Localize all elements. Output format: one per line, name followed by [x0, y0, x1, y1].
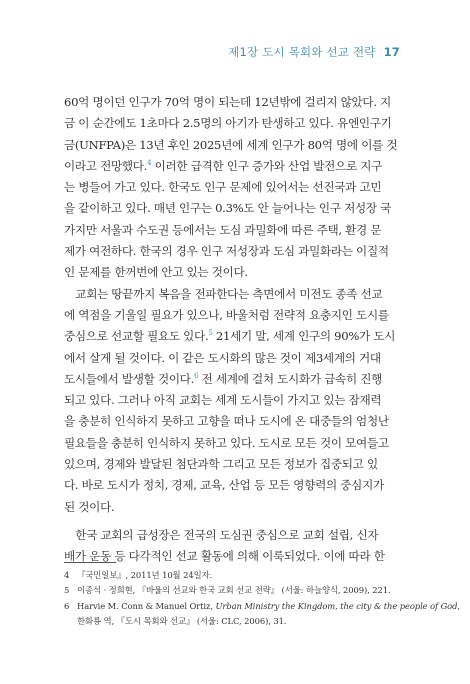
footnote-ref: 6: [194, 372, 199, 380]
footnote-text: Harvie M. Conn & Manuel Ortiz,: [77, 600, 216, 611]
text-line: 을 충분히 인식하지 못하고 고향을 떠나 도시에 온 대중들의 엄청난: [64, 414, 389, 429]
text-line: 에서 살게 될 것이다. 이 같은 도시화의 많은 것이 제3세계의 거대: [64, 350, 381, 365]
text-line: [64, 284, 408, 305]
footnote: [64, 599, 460, 614]
footnote-text: 『국민일보』, 2011년 10월 24일자.: [77, 570, 213, 580]
text-line: 제가 여전하다. 한국의 경우 인구 저성장과 도심 과밀화라는 이질적: [64, 244, 389, 259]
footnote: [64, 583, 414, 598]
body-text: [64, 92, 408, 568]
footnote-divider: [64, 562, 116, 563]
text-line: 다. 바로 도시가 정치, 경제, 교육, 산업 등 모든 영향력의 중심지가: [64, 478, 384, 493]
text-segment: 전 세계에 걸쳐 도시화가 급속히 진행: [198, 371, 383, 386]
footnote-ref: 5: [208, 329, 213, 338]
text-line: [64, 369, 408, 390]
footnote-text: 이종석 · 정희현, 『바울의 선교와 한국 교회 선교 전략』 (서울: 하늘양식, 2009), 221.: [77, 585, 391, 596]
footnote-text: ,: [457, 600, 460, 611]
text-segment: 도시들에서 발생할 것이다.: [64, 371, 195, 386]
page-number: 17: [383, 45, 400, 59]
text-line: 된 것이다.: [64, 499, 115, 514]
text-segment: 중심으로 선교할 필요도 있다.: [64, 329, 209, 344]
text-line: 가지만 서울과 수도권 등에서는 도심 과밀화에 따른 주택, 환경 문: [64, 222, 382, 237]
text-line: [64, 525, 408, 546]
text-line: 60억 명이던 인구가 70억 명이 되는데 12년밖에 걸리지 않았다. 지: [64, 95, 392, 109]
text-line: 금 이 순간에도 1초마다 2.5명의 아기가 탄생하고 있다. 유엔인구기: [64, 116, 392, 131]
text-segment: 이라고 전망했다.: [64, 158, 148, 173]
footnotes: [64, 568, 460, 630]
paragraph-gap: [64, 518, 408, 525]
footnote-ref: 4: [147, 159, 152, 168]
text-line: 배가 운동 등 다각적인 선교 활동에 의해 이룩되었다. 이에 따라 한: [64, 549, 385, 564]
footnote: [64, 568, 414, 583]
text-segment: 한국 교회의 급성장은 전국의 도심권 중심으로 교회 설립, 신자: [75, 527, 379, 542]
text-line: 인 문제를 한꺼번에 안고 있는 것이다.: [64, 265, 248, 280]
text-segment: 21세기 말, 세계 인구의 90%가 도시: [212, 329, 396, 344]
text-line: 금(UNFPA)은 13년 후인 2025년에 세계 인구가 80억 명에 이를 것: [64, 137, 398, 152]
footnote-book-title: Urban Ministry the Kingdom, the city & the people of God: [215, 600, 458, 611]
text-line: 있으며, 경제와 발달된 첨단과학 그리고 모든 정보가 집중되고 있: [64, 457, 378, 472]
footnote-number: 6: [64, 600, 70, 611]
text-segment: 교회는 땅끝까지 복음을 전파한다는 측면에서 미전도 종족 선교: [75, 286, 383, 301]
text-line: [64, 156, 408, 177]
footnote-number: 4: [64, 570, 70, 580]
running-header: [228, 44, 400, 60]
chapter-title: 제1장 도시 목회와 선교 전략: [228, 45, 376, 59]
text-line: 을 같이하고 있다. 매년 인구는 0.3%도 안 늘어나는 인구 저성장 국: [64, 201, 392, 216]
text-line: 에 역점을 기울일 필요가 있으나, 바울처럼 전략적 요충지인 도시를: [64, 307, 389, 322]
footnote-continuation: 한화룡 역, 『도시 목회와 선교』 (서울: CLC, 2006), 31.: [77, 616, 287, 627]
text-line: 필요들을 충분히 인식하지 못하고 있다. 도시로 모든 것이 모여들고: [64, 435, 389, 450]
footnote-number: 5: [64, 585, 70, 596]
text-line: [64, 326, 408, 347]
text-segment: 이러한 급격한 인구 증가와 산업 발전으로 지구: [154, 158, 383, 173]
text-line: 되고 있다. 그러나 아직 교회는 세계 도시들이 가지고 있는 잠재력: [64, 393, 382, 408]
text-line: 는 병들어 가고 있다. 한국도 인구 문제에 있어서는 선진국과 고민: [64, 180, 382, 195]
